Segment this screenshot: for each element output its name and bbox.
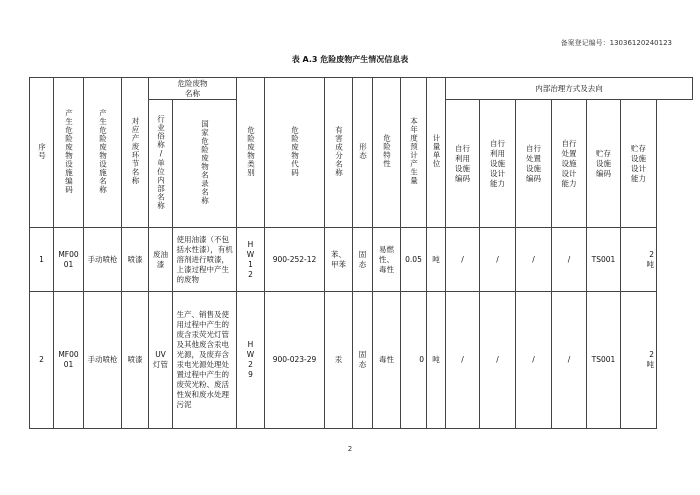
cell-property: 毒性 bbox=[373, 292, 401, 429]
cell-form: 固态 bbox=[353, 228, 373, 292]
cell-seq: 2 bbox=[30, 292, 54, 429]
header-disposal-code: 自行处置设施编码 bbox=[516, 100, 552, 228]
cell-storage-code: TS001 bbox=[587, 228, 621, 292]
cell-util-capacity: / bbox=[480, 228, 516, 292]
cell-annual-amount: 0 bbox=[401, 292, 427, 429]
cell-category: HW12 bbox=[237, 228, 265, 292]
cell-disposal-code: / bbox=[516, 292, 552, 429]
cell-unit: 吨 bbox=[427, 228, 446, 292]
table-title: 表 A.3 危险废物产生情况信息表 bbox=[291, 55, 409, 64]
cell-hazardous-component: 汞 bbox=[325, 292, 353, 429]
header-industry-name: 行业俗称/单位内部名称 bbox=[149, 100, 173, 228]
cell-disposal-capacity: / bbox=[552, 292, 587, 429]
header-storage-code: 贮存设施编码 bbox=[587, 100, 621, 228]
cell-process: 喷漆 bbox=[122, 292, 149, 429]
header-category: 危险废物类别 bbox=[237, 78, 265, 228]
header-annual-amount: 本年度预计产生量 bbox=[401, 78, 427, 228]
header-internal-group: 内部治理方式及去向 bbox=[446, 78, 693, 100]
cell-national-name: 使用油漆（不包括水性漆），有机溶剂进行喷漆，上漆过程中产生的废物 bbox=[173, 228, 237, 292]
cell-facility-name: 手动喷枪 bbox=[84, 292, 122, 429]
header-unit: 计量单位 bbox=[427, 78, 446, 228]
page-number: 2 bbox=[347, 445, 353, 453]
header-disposal-capacity: 自行处置设施设计能力 bbox=[552, 100, 587, 228]
header-code: 危险废物代码 bbox=[265, 78, 325, 228]
header-facility-code: 产生危险废物设施编码 bbox=[54, 78, 84, 228]
cell-form: 固态 bbox=[353, 292, 373, 429]
cell-util-code: / bbox=[446, 292, 480, 429]
cell-facility-code: MF0001 bbox=[54, 228, 84, 292]
header-national-name: 国家危险废物名录名称 bbox=[173, 100, 237, 228]
header-facility-name: 产生危险废物设施名称 bbox=[84, 78, 122, 228]
cell-property: 易燃性、毒性 bbox=[373, 228, 401, 292]
header-seq: 序号 bbox=[30, 78, 54, 228]
header-waste-name-group: 危险废物名称 bbox=[149, 78, 237, 100]
cell-industry-name: UV灯管 bbox=[149, 292, 173, 429]
header-util-code: 自行利用设施编码 bbox=[446, 100, 480, 228]
cell-industry-name: 废油漆 bbox=[149, 228, 173, 292]
cell-category: HW29 bbox=[237, 292, 265, 429]
hazardous-waste-table bbox=[29, 77, 693, 429]
header-storage-capacity: 贮存设施设计能力 bbox=[621, 100, 657, 228]
cell-seq: 1 bbox=[30, 228, 54, 292]
cell-annual-amount: 0.05 bbox=[401, 228, 427, 292]
header-form: 形态 bbox=[353, 78, 373, 228]
cell-disposal-code: / bbox=[516, 228, 552, 292]
table-row bbox=[30, 228, 693, 292]
cell-process: 喷漆 bbox=[122, 228, 149, 292]
registration-number: 备案登记编号：13036120240123 bbox=[560, 39, 672, 47]
header-property: 危险特性 bbox=[373, 78, 401, 228]
cell-util-capacity: / bbox=[480, 292, 516, 429]
cell-storage-code: TS001 bbox=[587, 292, 621, 429]
cell-unit: 吨 bbox=[427, 292, 446, 429]
cell-hazardous-component: 苯、甲苯 bbox=[325, 228, 353, 292]
cell-code: 900-252-12 bbox=[265, 228, 325, 292]
header-util-capacity: 自行利用设施设计能力 bbox=[480, 100, 516, 228]
header-hazardous-component: 有害成分名称 bbox=[325, 78, 353, 228]
cell-facility-code: MF0001 bbox=[54, 292, 84, 429]
cell-facility-name: 手动喷枪 bbox=[84, 228, 122, 292]
cell-storage-capacity: 2吨 bbox=[621, 292, 657, 429]
cell-disposal-capacity: / bbox=[552, 228, 587, 292]
cell-util-code: / bbox=[446, 228, 480, 292]
cell-national-name: 生产、销售及使用过程中产生的废含汞荧光灯管及其他废含汞电光源，及废弃含汞电光源处理处置过程中产生的废荧光粉、废活性炭和废水处理污泥 bbox=[173, 292, 237, 429]
cell-storage-capacity: 2吨 bbox=[621, 228, 657, 292]
header-row-1 bbox=[30, 78, 693, 100]
cell-code: 900-023-29 bbox=[265, 292, 325, 429]
table-row bbox=[30, 292, 693, 429]
header-process: 对应产废环节名称 bbox=[122, 78, 149, 228]
